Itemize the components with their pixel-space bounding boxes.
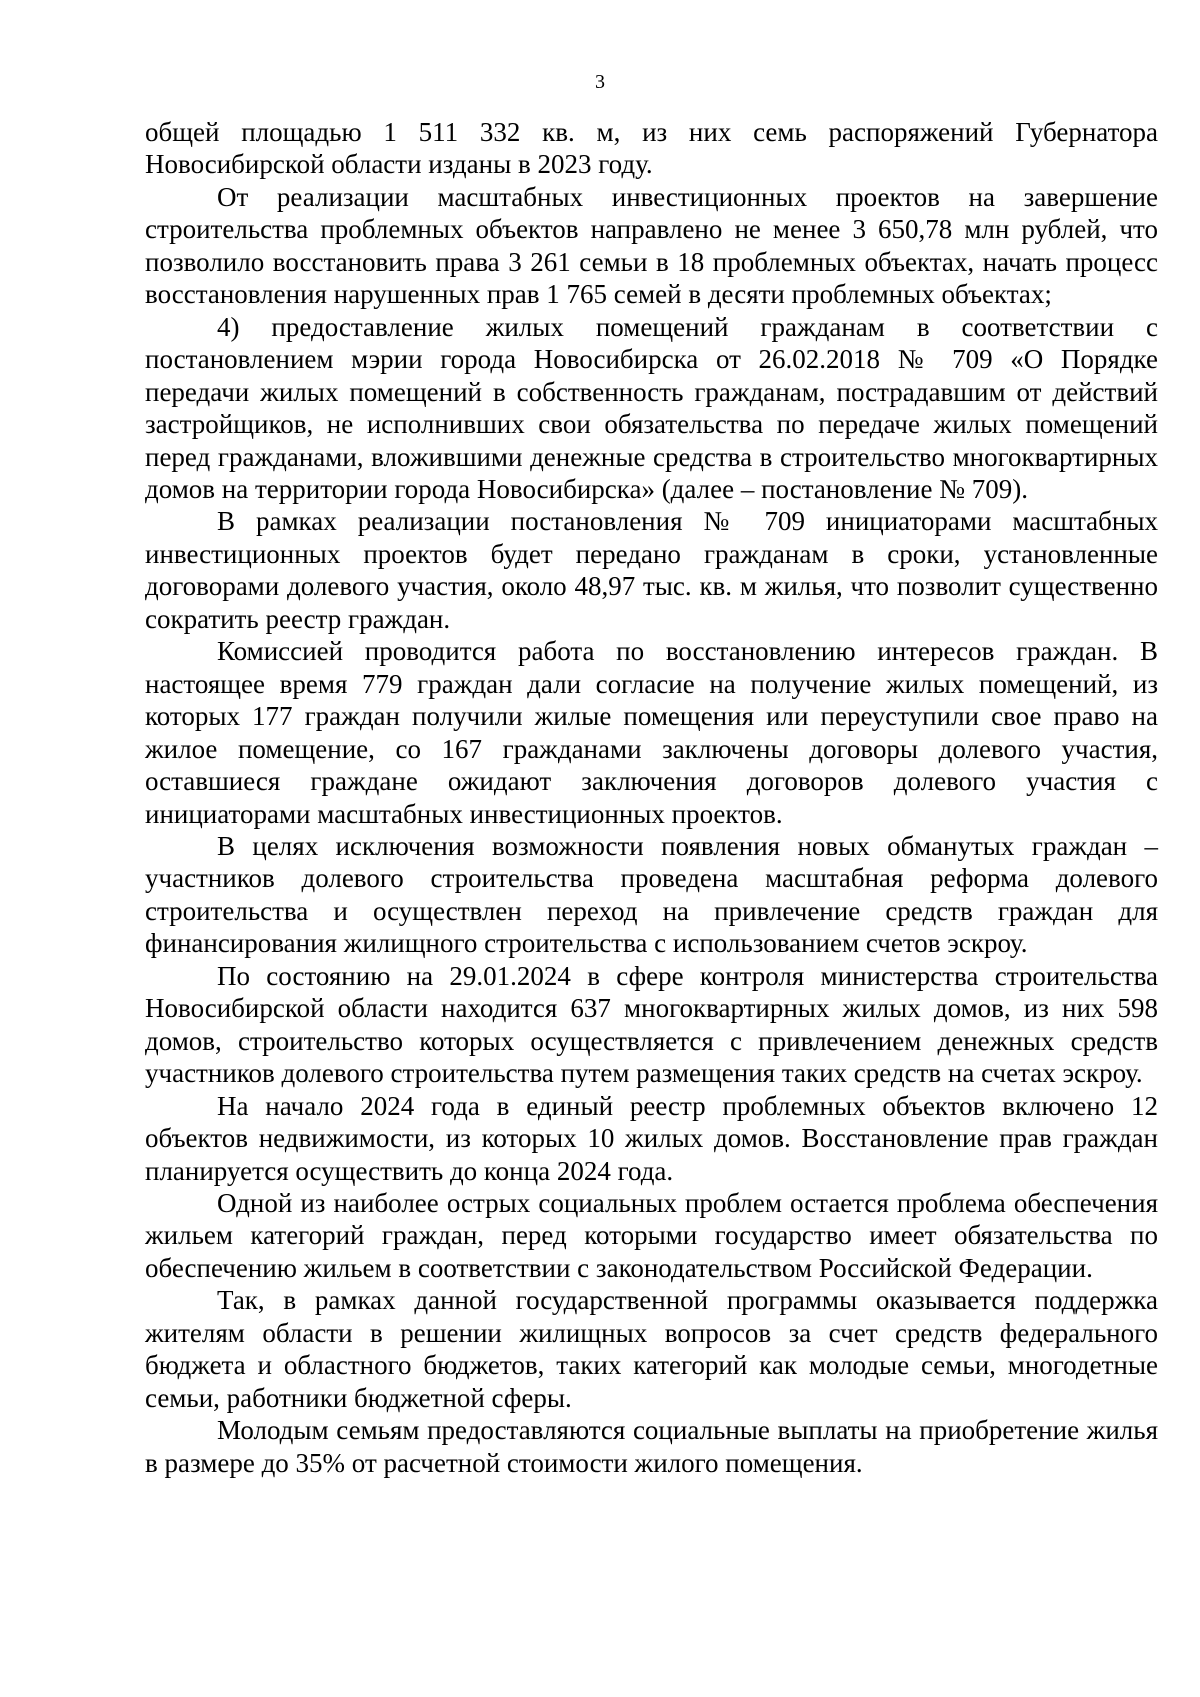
paragraph: От реализации масштабных инвестиционных проектов на завершение строительства проблемных объектов направлено не менее 3 650,78 млн рублей, что позволило восстановить права 3 261 семьи в 18 проблемных объектах, начать процесс восстановления нарушенных прав 1 765 семей в десяти проблемных объектах;: [145, 181, 1158, 310]
paragraph: По состоянию на 29.01.2024 в сфере контроля министерства строительства Новосибирской области находится 637 многоквартирных жилых домов, из них 598 домов, строительство которых осуществляется с привлечением денежных средств участников долевого строительства путем размещения таких средств на счетах эскроу.: [145, 960, 1158, 1089]
paragraph: Одной из наиболее острых социальных проблем остается проблема обеспечения жильем категорий граждан, перед которыми государство имеет обязательства по обеспечению жильем в соответствии с законодательством Российской Федерации.: [145, 1187, 1158, 1283]
paragraph: Молодым семьям предоставляются социальные выплаты на приобретение жилья в размере до 35% от расчетной стоимости жилого помещения.: [145, 1415, 1158, 1478]
paragraph: В целях исключения возможности появления новых обманутых граждан – участников долевого строительства проведена масштабная реформа долевого строительства и осуществлен переход на привлечение средств граждан для финансирования жилищного строительства с использованием счетов эскроу.: [145, 830, 1158, 959]
paragraph: На начало 2024 года в единый реестр проблемных объектов включено 12 объектов недвижимости, из которых 10 жилых домов. Восстановление прав граждан планируется осуществить до конца 2024 года.: [145, 1090, 1158, 1186]
paragraph: Комиссией проводится работа по восстановлению интересов граждан. В настоящее время 779 граждан дали согласие на получение жилых помещений, из которых 177 граждан получили жилые помещения или переуступили свое право на жилое помещение, со 167 гражданами заключены договоры долевого участия, оставшиеся граждане ожидают заключения договоров долевого участия с инициаторами масштабных инвестиционных проектов.: [145, 636, 1158, 829]
paragraph: В рамках реализации постановления № 709 инициаторами масштабных инвестиционных проектов будет передано гражданам в сроки, установленные договорами долевого участия, около 48,97 тыс. кв. м жилья, что позволит существенно сократить реестр граждан.: [145, 506, 1158, 634]
document-body: [145, 116, 1158, 1479]
paragraph-list-item-4: 4) предоставление жилых помещений гражданам в соответствии с постановлением мэрии города Новосибирска от 26.02.2018 № 709 «О Порядке передачи жилых помещений в собственность гражданам, пострадавшим от действий застройщиков, не исполнивших свои обязательства по передаче жилых помещений перед гражданами, вложившими денежные средства в строительство многоквартирных домов на территории города Новосибирска» (далее – постановление № 709).: [145, 311, 1158, 504]
page-number: 3: [595, 71, 605, 93]
paragraph-continuation: общей площадью 1 511 332 кв. м, из них семь распоряжений Губернатора Новосибирской области изданы в 2023 году.: [145, 117, 1158, 180]
paragraph: Так, в рамках данной государственной программы оказывается поддержка жителям области в решении жилищных вопросов за счет средств федерального бюджета и областного бюджетов, таких категорий как молодые семьи, многодетные семьи, работники бюджетной сферы.: [145, 1285, 1158, 1413]
